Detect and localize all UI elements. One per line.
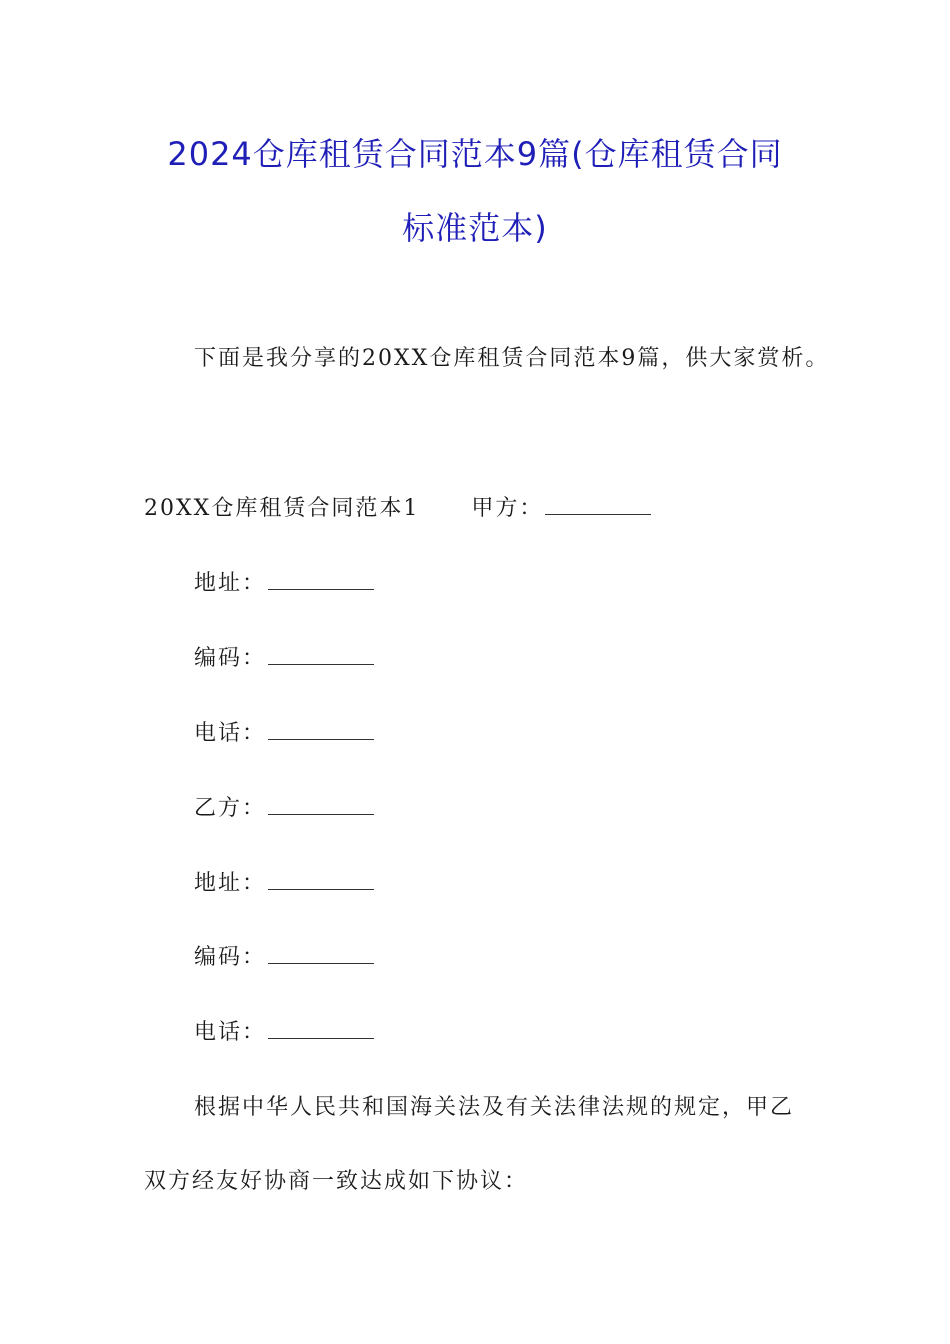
party-a-code-blank [268,646,374,665]
party-a-address-blank [268,571,374,590]
party-b-phone-blank [268,1020,374,1039]
party-a-label: 甲方： [471,496,544,521]
party-a-phone-label: 电话： [194,721,267,746]
intro-paragraph: 下面是我分享的20XX仓库租赁合同范本9篇，供大家赏析。 [194,346,830,371]
party-a-phone-row [194,719,374,749]
party-b-phone-label: 电话： [194,1020,267,1045]
party-b-blank [268,796,374,815]
section-heading-row [144,494,651,524]
party-a-address-row [194,569,374,599]
body-paragraph-line-2: 双方经友好协商一致达成如下协议： [144,1169,529,1194]
body-paragraph-line-1: 根据中华人民共和国海关法及有关法律法规的规定，甲乙 [194,1095,795,1120]
party-a-address-label: 地址： [194,571,267,596]
party-a-code-label: 编码： [194,646,267,671]
party-b-address-row [194,869,374,899]
party-b-label: 乙方： [194,796,267,821]
party-a-code-row [194,644,374,674]
document-title-line-1: 2024仓库租赁合同范本9篇(仓库租赁合同 [167,135,783,173]
party-b-code-row [194,943,374,973]
party-b-code-blank [268,945,374,964]
document-title-line-2: 标准范本) [402,209,548,247]
party-a-blank [545,496,651,515]
party-b-address-blank [268,871,374,890]
party-a-phone-blank [268,721,374,740]
party-b-code-label: 编码： [194,945,267,970]
party-b-address-label: 地址： [194,871,267,896]
party-b-row [194,794,374,824]
party-b-phone-row [194,1018,374,1048]
section-heading: 20XX仓库租赁合同范本1 [144,496,420,521]
